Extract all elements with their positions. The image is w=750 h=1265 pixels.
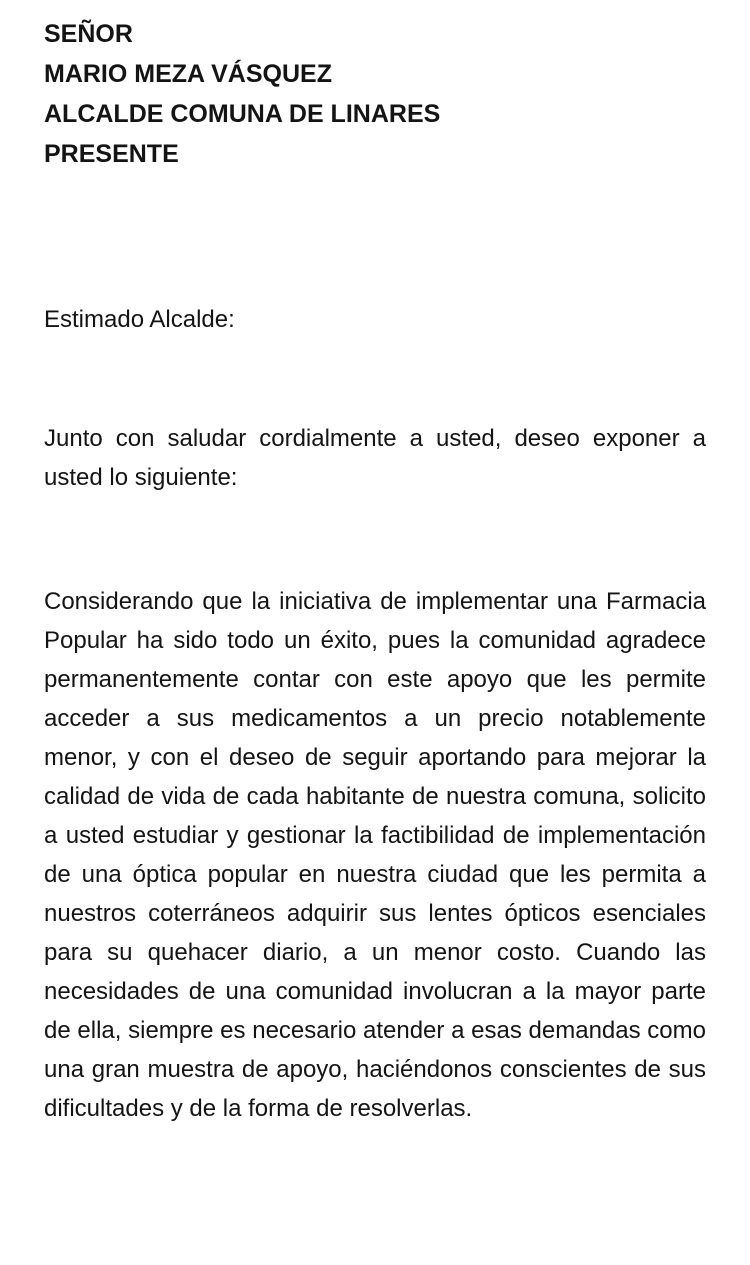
- body-paragraph: Considerando que la iniciativa de implementar una Farmacia Popular ha sido todo un éxito, pues la comunidad agradece permanentemente contar con este apoyo que les permite acceder a sus medicamentos a un precio notablemente menor, y con el deseo de seguir aportando para mejorar la calidad de vida de cada habitante de nuestra comuna, solicito a usted estudiar y gestionar la factibilidad de implementación de una óptica popular en nuestra ciudad que les permita a nuestros coterráneos adquirir sus lentes ópticos esenciales para su quehacer diario, a un menor costo. Cuando las necesidades de una comunidad involucran a la mayor parte de ella, siempre es necesario atender a esas demandas como una gran muestra de apoyo, haciéndonos conscientes de sus dificultades y de la forma de resolverlas.: [44, 588, 706, 1122]
- intro-paragraph: Junto con saludar cordialmente a usted, deseo exponer a usted lo siguiente:: [44, 425, 706, 491]
- recipient-name: MARIO MEZA VÁSQUEZ: [44, 60, 332, 88]
- recipient-block: [44, 14, 440, 174]
- greeting: Estimado Alcalde:: [44, 306, 235, 333]
- recipient-salutation: SEÑOR: [44, 20, 133, 48]
- recipient-title: ALCALDE COMUNA DE LINARES: [44, 100, 441, 128]
- recipient-presente: PRESENTE: [44, 140, 179, 168]
